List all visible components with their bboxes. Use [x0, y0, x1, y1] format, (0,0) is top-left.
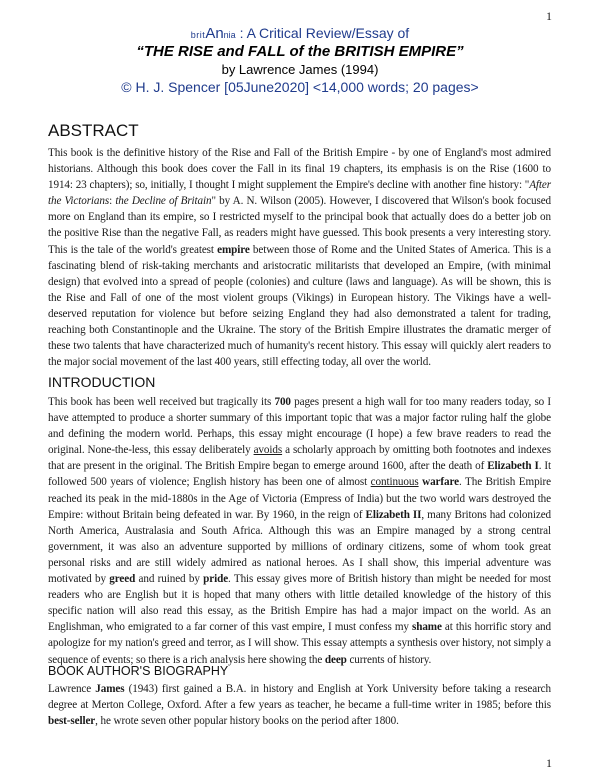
text-run: a scholarly approach by omitting both footnotes and indexes that are present in the original. The British Empire began to emerge around 1600, after the death of: [48, 444, 551, 473]
emphasis-bold: James: [95, 683, 125, 695]
page-number-top: 1: [546, 9, 552, 23]
abstract-paragraph: [48, 145, 551, 370]
text-run: , many Britons had colonized North America, Australasia and South Africa. Although this was an Empire managed by a strong central government, it was also an adventure supported by millions of ordinary citizens, some of whom took great personal risks and are still widely admired as national heroes. As I shall show, this imperial adventure was motivated by: [48, 508, 552, 586]
text-run: and ruined by: [135, 573, 204, 586]
emphasis-bold: warfare: [422, 476, 459, 489]
cited-subtitle: the Decline of Britain: [115, 195, 212, 208]
series-prefix-3: nia: [223, 30, 236, 40]
introduction-heading: INTRODUCTION: [48, 374, 156, 390]
author-line: by Lawrence James (1994): [221, 62, 379, 77]
text-run: . This essay gives more of British history than might be needed for most readers who are English but it is hoped that many others with little detailed knowledge of the history of this specific nation will also read this essay, as the British Empire has had a major impact on the world. As an Englishman, who emigrated to a far corner of this vast empire, I must confess my: [48, 573, 551, 634]
series-suffix: : A Critical Review/Essay of: [235, 25, 410, 41]
emphasis-underline: avoids: [253, 444, 283, 457]
text-run: Lawrence: [48, 683, 96, 695]
biography-paragraph: [48, 681, 551, 729]
series-prefix-1: brit: [190, 30, 206, 40]
text-run: pages present a high wall for too many readers today, so I have attempted to produce a shorter summary of this important topic that was a major factor ruling half the globe and defining the modern world. Perhaps, this essay might encourage (I hope) a few brave readers to read the original. None-the-less, this essay deliberately: [48, 396, 551, 457]
emphasis-bold: greed: [109, 573, 136, 586]
series-prefix-2: An: [205, 25, 224, 42]
text-run: :: [109, 195, 116, 208]
emphasis-bold: Elizabeth I: [487, 460, 539, 473]
abstract-heading: ABSTRACT: [48, 121, 139, 140]
introduction-paragraph: [48, 394, 551, 668]
text-run: (1943) first gained a B.A. in history and English at York University before taking a research degree at Merton College, Oxford. After a few years as teacher, he became a full-time writer in 1985; before this: [48, 683, 551, 712]
copyright-line: © H. J. Spencer [05June2020] <14,000 words; 20 pages>: [121, 79, 479, 95]
series-title: [0, 25, 600, 42]
emphasis-bold: deep: [324, 653, 347, 666]
emphasis-bold: pride: [203, 573, 229, 586]
text-run: , he wrote seven other popular history books on the period after 1800.: [95, 715, 399, 728]
text-run: . The British Empire reached its peak in the mid-1880s in the Age of Victoria (Empress of India) but the two world wars destroyed the Empire: without Britain being defeated in war. By 1960, in the reign of: [48, 476, 551, 521]
text-run: This book has been well received but tragically its: [48, 396, 275, 408]
page-number-bottom: 1: [546, 756, 552, 770]
text-run: between those of Rome and the United States of America. This is a fascinating blend of risk-taking merchants and aristocratic militarists that developed an Empire, (with minimal design) that evolved into a spread of people (colonies) and culture (laws and language). As will be shown, this is the Rise and Fall of one of the most violent groups (Vikings) in European history. The Vikings have a well-deserved reputation for violence but before seizing England they had also demonstrated a talent for trading, reaching both Constantinople and the Ukraine. The story of the British Empire illustrates the dramatic merger of these two talents that have characterized much of humanity's recent history. This essay will quickly alert readers to the major social movement of the last 400 years, still effecting today, all over the world.: [48, 243, 551, 369]
emphasis-bold: best-seller: [48, 715, 96, 728]
emphasis-bold: 700: [274, 396, 291, 408]
text-run: This book is the definitive history of the Rise and Fall of the British Empire - by one of England's most admired historians. Although this book does cover the Fall in its final 19 chapters, its emphasis is on the Rise (1600 to 1914: 23 chapters); so, initially, I thought I might supplement the Empire's decline with another fine history: ": [48, 147, 551, 192]
text-run: " by A. N. Wilson (2005). However, I discovered that Wilson's book focused more on England than its empire, so I restricted myself to the principal book that actually does do a better job on the positive Rise than the negative Fall, as readers might have guessed. This book presents a very interesting story. This is the tale of the world's greatest: [48, 195, 552, 256]
text-run: at this horrific story and apologize for my nation's greed and terror, as I will show. This essay attempts a synthesis over history, not simply a sequence of events; so there is a rich analysis here showing the: [48, 621, 551, 666]
emphasis-bold: Elizabeth II: [365, 508, 422, 521]
emphasis-bold: empire: [217, 243, 250, 256]
cited-title: After the Victorians: [48, 179, 551, 208]
emphasis-underline: continuous: [370, 476, 419, 489]
book-title: “THE RISE and FALL of the BRITISH EMPIRE”: [136, 43, 464, 60]
text-run: . It followed 500 years of violence; English history has been one of almost: [48, 460, 551, 489]
text-run: currents of history.: [346, 653, 432, 666]
biography-heading: BOOK AUTHOR'S BIOGRAPHY: [48, 664, 229, 678]
emphasis-bold: shame: [412, 621, 442, 634]
